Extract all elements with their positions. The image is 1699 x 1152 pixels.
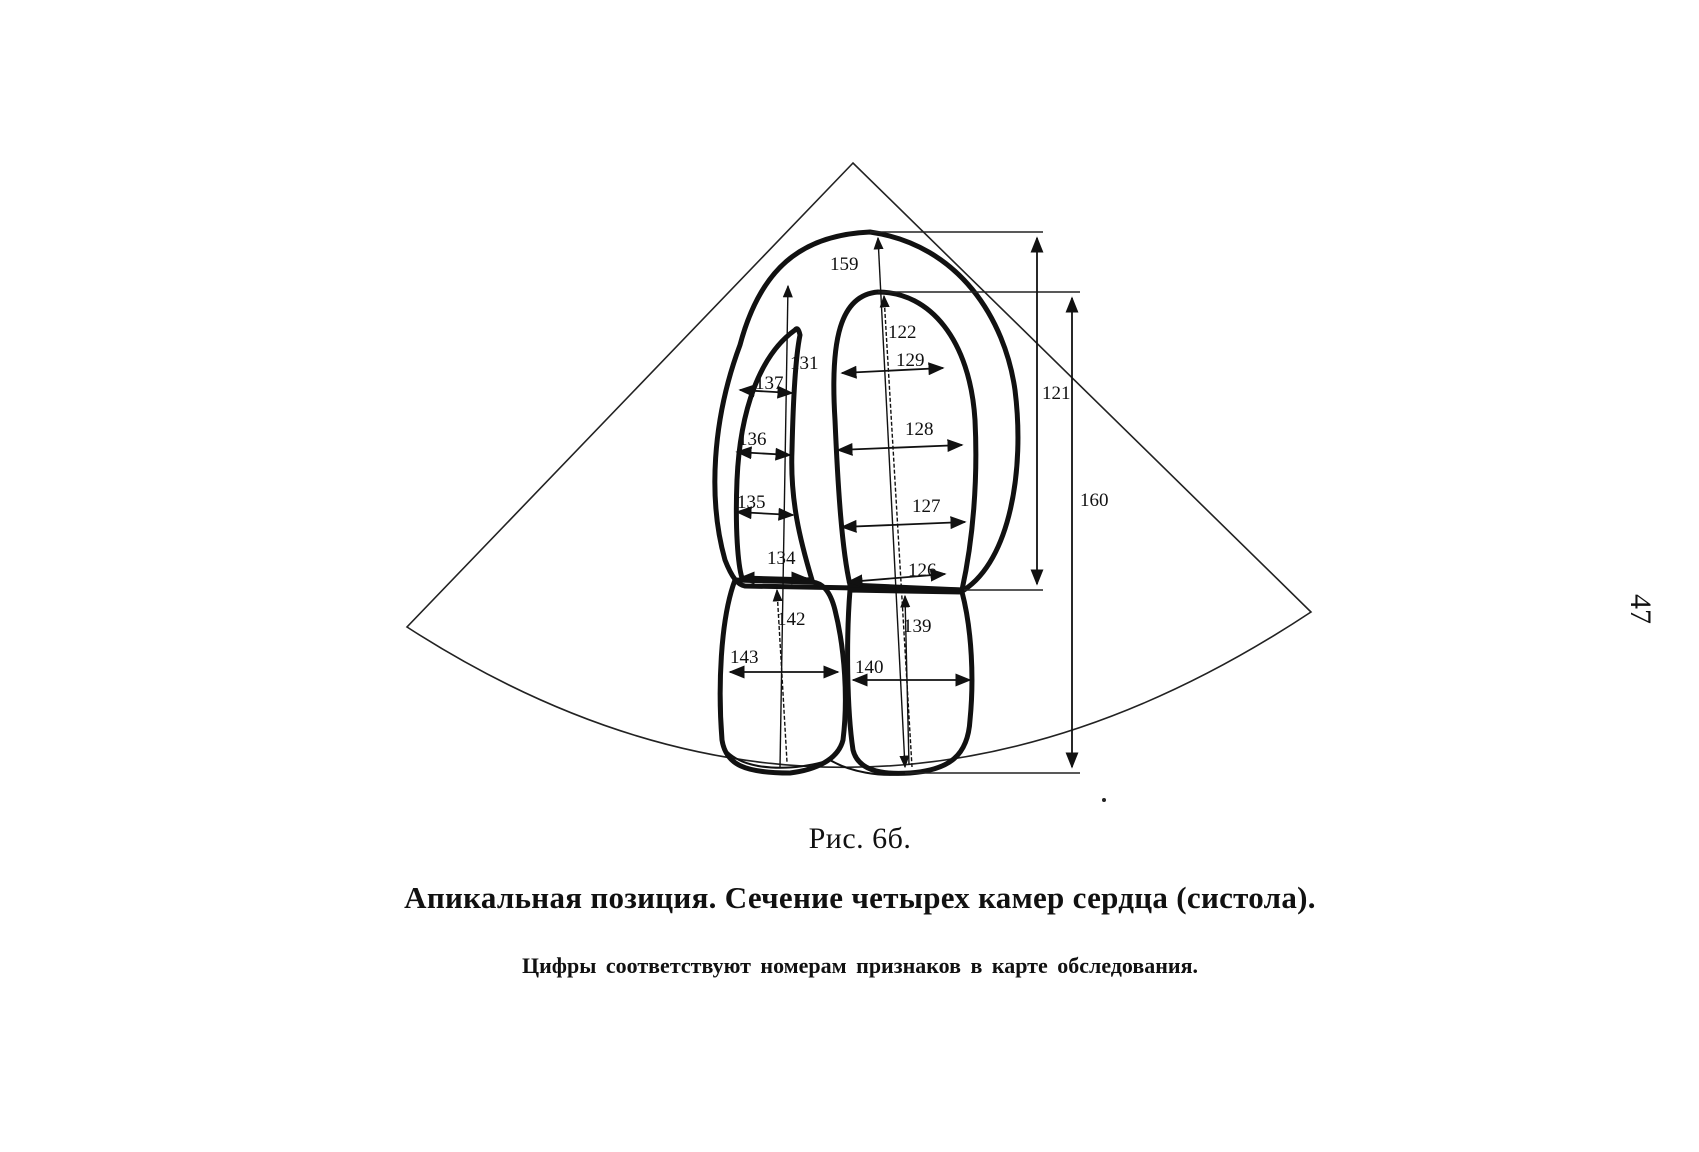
label-127: 127 xyxy=(912,496,941,517)
arrow-159 xyxy=(878,238,905,767)
scan-speck xyxy=(1102,798,1106,802)
label-159: 159 xyxy=(830,254,859,275)
label-135: 135 xyxy=(737,492,766,513)
label-122: 122 xyxy=(888,322,917,343)
arrow-127 xyxy=(842,522,965,527)
arrow-129 xyxy=(842,368,943,373)
page-number: 47 xyxy=(1624,594,1657,624)
label-160: 160 xyxy=(1080,490,1109,511)
arrow-128 xyxy=(838,445,962,450)
arrow-136 xyxy=(737,452,790,455)
label-129: 129 xyxy=(896,350,925,371)
label-143: 143 xyxy=(730,647,759,668)
label-142: 142 xyxy=(777,609,806,630)
label-126: 126 xyxy=(908,560,937,581)
label-140: 140 xyxy=(855,657,884,678)
figure-subtitle: Цифры соответствуют номерам признаков в карте обследования. xyxy=(521,953,1199,978)
label-139: 139 xyxy=(903,616,932,637)
label-136: 136 xyxy=(738,429,767,450)
label-137: 137 xyxy=(755,373,784,394)
figure-label: Рис. 6б. xyxy=(808,822,912,855)
label-121: 121 xyxy=(1042,383,1071,404)
label-134: 134 xyxy=(767,548,796,569)
arrow-131 xyxy=(780,286,788,767)
figure-title: Апикальная позиция. Сечение четырех камер сердца (систола). xyxy=(404,880,1316,915)
label-131: 131 xyxy=(790,353,819,374)
label-128: 128 xyxy=(905,419,934,440)
